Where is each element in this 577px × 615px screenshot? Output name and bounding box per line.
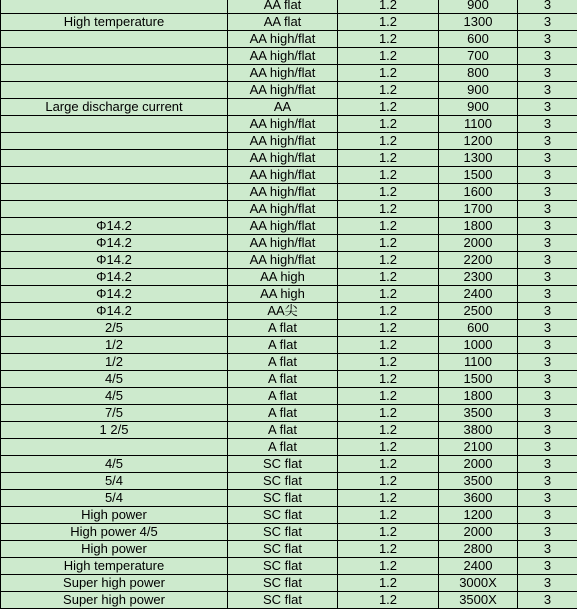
table-row — [1, 303, 577, 320]
model-cell[interactable]: AA high/flat — [228, 218, 338, 235]
voltage-cell[interactable]: 1.2 — [338, 354, 439, 371]
qty-cell[interactable]: 3 — [518, 558, 577, 575]
table-row — [1, 422, 577, 439]
capacity-cell[interactable]: 3500 — [439, 405, 518, 422]
type-cell[interactable]: 5/4 — [1, 490, 228, 507]
table-row — [1, 235, 577, 252]
voltage-cell[interactable]: 1.2 — [338, 31, 439, 48]
voltage-cell[interactable]: 1.2 — [338, 371, 439, 388]
table-row — [1, 354, 577, 371]
capacity-cell[interactable]: 2400 — [439, 558, 518, 575]
type-cell[interactable] — [1, 116, 228, 133]
type-cell[interactable]: 1/2 — [1, 354, 228, 371]
model-cell[interactable]: SC flat — [228, 541, 338, 558]
voltage-cell[interactable]: 1.2 — [338, 167, 439, 184]
capacity-cell[interactable]: 600 — [439, 320, 518, 337]
model-cell[interactable]: AA high/flat — [228, 167, 338, 184]
type-cell[interactable] — [1, 167, 228, 184]
model-cell[interactable]: AA high/flat — [228, 150, 338, 167]
voltage-cell[interactable]: 1.2 — [338, 456, 439, 473]
model-cell[interactable]: AA尖 — [228, 303, 338, 320]
model-cell[interactable]: AA high/flat — [228, 235, 338, 252]
capacity-cell[interactable]: 1300 — [439, 14, 518, 31]
table-row — [1, 507, 577, 524]
qty-cell[interactable]: 3 — [518, 286, 577, 303]
table-row — [1, 133, 577, 150]
table-row — [1, 371, 577, 388]
model-cell[interactable]: AA flat — [228, 0, 338, 14]
table-row — [1, 218, 577, 235]
qty-cell[interactable]: 3 — [518, 218, 577, 235]
qty-cell[interactable]: 3 — [518, 99, 577, 116]
voltage-cell[interactable]: 1.2 — [338, 541, 439, 558]
model-cell[interactable]: A flat — [228, 439, 338, 456]
qty-cell[interactable]: 3 — [518, 269, 577, 286]
table-row — [1, 65, 577, 82]
qty-cell[interactable]: 3 — [518, 371, 577, 388]
type-cell[interactable]: Φ14.2 — [1, 235, 228, 252]
model-cell[interactable]: SC flat — [228, 575, 338, 592]
voltage-cell[interactable]: 1.2 — [338, 575, 439, 592]
table-row — [1, 116, 577, 133]
type-cell[interactable]: High temperature — [1, 558, 228, 575]
capacity-cell[interactable]: 2000 — [439, 524, 518, 541]
capacity-cell[interactable]: 1100 — [439, 354, 518, 371]
voltage-cell[interactable]: 1.2 — [338, 303, 439, 320]
type-cell[interactable] — [1, 439, 228, 456]
type-cell[interactable]: High power — [1, 507, 228, 524]
capacity-cell[interactable]: 2000 — [439, 456, 518, 473]
table-row — [1, 320, 577, 337]
type-cell[interactable] — [1, 82, 228, 99]
voltage-cell[interactable]: 1.2 — [338, 184, 439, 201]
table-row — [1, 473, 577, 490]
model-cell[interactable]: AA high — [228, 269, 338, 286]
type-cell[interactable] — [1, 31, 228, 48]
type-cell[interactable]: 5/4 — [1, 473, 228, 490]
table-row — [1, 14, 577, 31]
type-cell[interactable] — [1, 48, 228, 65]
table-row — [1, 269, 577, 286]
model-cell[interactable]: AA high/flat — [228, 201, 338, 218]
qty-cell[interactable]: 3 — [518, 167, 577, 184]
voltage-cell[interactable]: 1.2 — [338, 252, 439, 269]
voltage-cell[interactable]: 1.2 — [338, 133, 439, 150]
voltage-cell[interactable]: 1.2 — [338, 388, 439, 405]
model-cell[interactable]: A flat — [228, 388, 338, 405]
qty-cell[interactable]: 3 — [518, 541, 577, 558]
capacity-cell[interactable]: 2300 — [439, 269, 518, 286]
table-row — [1, 337, 577, 354]
capacity-cell[interactable]: 3500 — [439, 473, 518, 490]
model-cell[interactable]: A flat — [228, 320, 338, 337]
voltage-cell[interactable]: 1.2 — [338, 150, 439, 167]
type-cell[interactable]: Super high power — [1, 592, 228, 609]
capacity-cell[interactable]: 900 — [439, 0, 518, 14]
capacity-cell[interactable]: 3000X — [439, 575, 518, 592]
voltage-cell[interactable]: 1.2 — [338, 320, 439, 337]
voltage-cell[interactable]: 1.2 — [338, 269, 439, 286]
qty-cell[interactable]: 3 — [518, 184, 577, 201]
voltage-cell[interactable]: 1.2 — [338, 116, 439, 133]
qty-cell[interactable]: 3 — [518, 150, 577, 167]
model-cell[interactable]: SC flat — [228, 507, 338, 524]
capacity-cell[interactable]: 1100 — [439, 116, 518, 133]
model-cell[interactable]: AA high/flat — [228, 133, 338, 150]
capacity-cell[interactable]: 1600 — [439, 184, 518, 201]
qty-cell[interactable]: 3 — [518, 473, 577, 490]
qty-cell[interactable]: 3 — [518, 252, 577, 269]
qty-cell[interactable]: 3 — [518, 439, 577, 456]
capacity-cell[interactable]: 3800 — [439, 422, 518, 439]
voltage-cell[interactable]: 1.2 — [338, 524, 439, 541]
qty-cell[interactable]: 3 — [518, 524, 577, 541]
model-cell[interactable]: AA high/flat — [228, 48, 338, 65]
capacity-cell[interactable]: 1700 — [439, 201, 518, 218]
table-row — [1, 439, 577, 456]
voltage-cell[interactable]: 1.2 — [338, 558, 439, 575]
table-row — [1, 558, 577, 575]
type-cell[interactable] — [1, 65, 228, 82]
type-cell[interactable]: Φ14.2 — [1, 286, 228, 303]
model-cell[interactable]: AA high/flat — [228, 82, 338, 99]
type-cell[interactable]: 2/5 — [1, 320, 228, 337]
voltage-cell[interactable]: 1.2 — [338, 235, 439, 252]
voltage-cell[interactable]: 1.2 — [338, 99, 439, 116]
capacity-cell[interactable]: 1200 — [439, 133, 518, 150]
model-cell[interactable]: SC flat — [228, 524, 338, 541]
qty-cell[interactable]: 3 — [518, 201, 577, 218]
qty-cell[interactable]: 3 — [518, 116, 577, 133]
qty-cell[interactable]: 3 — [518, 320, 577, 337]
table-row — [1, 0, 577, 14]
model-cell[interactable]: A flat — [228, 354, 338, 371]
type-cell[interactable]: Φ14.2 — [1, 218, 228, 235]
table-row — [1, 252, 577, 269]
qty-cell[interactable]: 3 — [518, 0, 577, 14]
capacity-cell[interactable]: 2400 — [439, 286, 518, 303]
capacity-cell[interactable]: 1000 — [439, 337, 518, 354]
model-cell[interactable]: SC flat — [228, 558, 338, 575]
type-cell[interactable]: High temperature — [1, 14, 228, 31]
qty-cell[interactable]: 3 — [518, 388, 577, 405]
table-row — [1, 99, 577, 116]
type-cell[interactable]: Large discharge current — [1, 99, 228, 116]
table-row — [1, 184, 577, 201]
table-row — [1, 575, 577, 592]
capacity-cell[interactable]: 2500 — [439, 303, 518, 320]
qty-cell[interactable]: 3 — [518, 507, 577, 524]
model-cell[interactable]: AA high/flat — [228, 184, 338, 201]
type-cell[interactable] — [1, 133, 228, 150]
type-cell[interactable] — [1, 150, 228, 167]
qty-cell[interactable]: 3 — [518, 490, 577, 507]
capacity-cell[interactable]: 900 — [439, 82, 518, 99]
table-row — [1, 524, 577, 541]
type-cell[interactable]: High power 4/5 — [1, 524, 228, 541]
table-row — [1, 541, 577, 558]
model-cell[interactable]: AA high/flat — [228, 31, 338, 48]
capacity-cell[interactable]: 3600 — [439, 490, 518, 507]
type-cell[interactable]: 1/2 — [1, 337, 228, 354]
table-row — [1, 388, 577, 405]
model-cell[interactable]: AA high/flat — [228, 252, 338, 269]
type-cell[interactable]: 4/5 — [1, 388, 228, 405]
type-cell[interactable]: 7/5 — [1, 405, 228, 422]
qty-cell[interactable]: 3 — [518, 456, 577, 473]
type-cell[interactable]: High power — [1, 541, 228, 558]
capacity-cell[interactable]: 600 — [439, 31, 518, 48]
voltage-cell[interactable]: 1.2 — [338, 490, 439, 507]
qty-cell[interactable]: 3 — [518, 235, 577, 252]
voltage-cell[interactable]: 1.2 — [338, 0, 439, 14]
table-row — [1, 286, 577, 303]
capacity-cell[interactable]: 1800 — [439, 218, 518, 235]
voltage-cell[interactable]: 1.2 — [338, 439, 439, 456]
voltage-cell[interactable]: 1.2 — [338, 507, 439, 524]
capacity-cell[interactable]: 1500 — [439, 167, 518, 184]
voltage-cell[interactable]: 1.2 — [338, 422, 439, 439]
qty-cell[interactable]: 3 — [518, 575, 577, 592]
qty-cell[interactable]: 3 — [518, 422, 577, 439]
voltage-cell[interactable]: 1.2 — [338, 405, 439, 422]
capacity-cell[interactable]: 1800 — [439, 388, 518, 405]
voltage-cell[interactable]: 1.2 — [338, 286, 439, 303]
type-cell[interactable]: 4/5 — [1, 456, 228, 473]
qty-cell[interactable]: 3 — [518, 303, 577, 320]
table-row — [1, 456, 577, 473]
capacity-cell[interactable]: 700 — [439, 48, 518, 65]
table-row — [1, 201, 577, 218]
model-cell[interactable]: AA — [228, 99, 338, 116]
type-cell[interactable]: Φ14.2 — [1, 269, 228, 286]
voltage-cell[interactable]: 1.2 — [338, 592, 439, 609]
qty-cell[interactable]: 3 — [518, 31, 577, 48]
capacity-cell[interactable]: 800 — [439, 65, 518, 82]
table-row — [1, 167, 577, 184]
table-row — [1, 31, 577, 48]
model-cell[interactable]: AA high — [228, 286, 338, 303]
capacity-cell[interactable]: 2000 — [439, 235, 518, 252]
capacity-cell[interactable]: 2800 — [439, 541, 518, 558]
qty-cell[interactable]: 3 — [518, 592, 577, 609]
voltage-cell[interactable]: 1.2 — [338, 48, 439, 65]
type-cell[interactable]: Φ14.2 — [1, 303, 228, 320]
table-row — [1, 82, 577, 99]
voltage-cell[interactable]: 1.2 — [338, 14, 439, 31]
voltage-cell[interactable]: 1.2 — [338, 218, 439, 235]
type-cell[interactable] — [1, 201, 228, 218]
table-row — [1, 405, 577, 422]
model-cell[interactable]: A flat — [228, 371, 338, 388]
table-row — [1, 150, 577, 167]
capacity-cell[interactable]: 2100 — [439, 439, 518, 456]
type-cell[interactable]: 1 2/5 — [1, 422, 228, 439]
voltage-cell[interactable]: 1.2 — [338, 337, 439, 354]
model-cell[interactable]: AA flat — [228, 14, 338, 31]
model-cell[interactable]: AA high/flat — [228, 116, 338, 133]
model-cell[interactable]: A flat — [228, 337, 338, 354]
qty-cell[interactable]: 3 — [518, 133, 577, 150]
type-cell[interactable]: Φ14.2 — [1, 252, 228, 269]
capacity-cell[interactable]: 2200 — [439, 252, 518, 269]
model-cell[interactable]: SC flat — [228, 592, 338, 609]
voltage-cell[interactable]: 1.2 — [338, 201, 439, 218]
qty-cell[interactable]: 3 — [518, 337, 577, 354]
table-body — [1, 0, 577, 609]
qty-cell[interactable]: 3 — [518, 354, 577, 371]
qty-cell[interactable]: 3 — [518, 405, 577, 422]
capacity-cell[interactable]: 1200 — [439, 507, 518, 524]
model-cell[interactable]: AA high/flat — [228, 65, 338, 82]
table-row — [1, 592, 577, 609]
qty-cell[interactable]: 3 — [518, 65, 577, 82]
voltage-cell[interactable]: 1.2 — [338, 82, 439, 99]
capacity-cell[interactable]: 900 — [439, 99, 518, 116]
capacity-cell[interactable]: 1500 — [439, 371, 518, 388]
type-cell[interactable] — [1, 184, 228, 201]
type-cell[interactable]: Super high power — [1, 575, 228, 592]
qty-cell[interactable]: 3 — [518, 48, 577, 65]
qty-cell[interactable]: 3 — [518, 14, 577, 31]
model-cell[interactable]: SC flat — [228, 490, 338, 507]
qty-cell[interactable]: 3 — [518, 82, 577, 99]
table-row — [1, 48, 577, 65]
type-cell[interactable]: 4/5 — [1, 371, 228, 388]
model-cell[interactable]: SC flat — [228, 456, 338, 473]
voltage-cell[interactable]: 1.2 — [338, 65, 439, 82]
table-row — [1, 490, 577, 507]
voltage-cell[interactable]: 1.2 — [338, 473, 439, 490]
capacity-cell[interactable]: 1300 — [439, 150, 518, 167]
capacity-cell[interactable]: 3500X — [439, 592, 518, 609]
model-cell[interactable]: A flat — [228, 422, 338, 439]
model-cell[interactable]: SC flat — [228, 473, 338, 490]
type-cell[interactable] — [1, 0, 228, 14]
model-cell[interactable]: A flat — [228, 405, 338, 422]
